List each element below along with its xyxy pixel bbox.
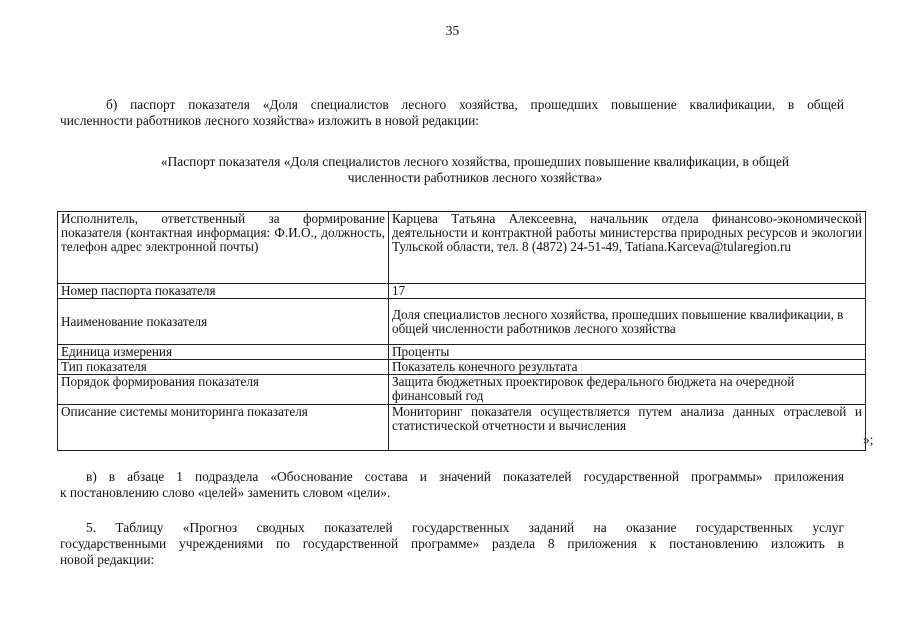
table-row xyxy=(58,345,866,360)
paragraph-b-line-2: численности работников лесного хозяйства» изложить в новой редакции: xyxy=(60,113,480,128)
passport-table xyxy=(57,211,866,451)
table-row xyxy=(58,299,866,345)
table-row xyxy=(58,360,866,375)
paragraph-b xyxy=(60,97,844,129)
table-cell-label: Единица измерения xyxy=(58,345,389,360)
table-row xyxy=(58,284,866,299)
table-cell-value: Проценты xyxy=(389,345,866,360)
paragraph-v-line-2: к постановлению слово «целей» заменить словом «цели». xyxy=(60,485,391,500)
paragraph-5 xyxy=(60,520,844,568)
table-cell-value: Показатель конечного результата xyxy=(389,360,866,375)
paragraph-v xyxy=(60,469,844,501)
table-cell-value: Мониторинг показателя осуществляется путем анализа данных отраслевой и статистической отчетности и вычисления xyxy=(389,405,866,451)
table-row xyxy=(58,405,866,451)
table-closing-quote: »; xyxy=(863,432,874,447)
paragraph-5-line-1: 5. Таблицу «Прогноз сводных показателей государственных заданий на оказание государственных услуг xyxy=(86,520,844,535)
table-row xyxy=(58,212,866,284)
table-cell-label: Исполнитель, ответственный за формирование показателя (контактная информация: Ф.И.О., должность, телефон адрес электронной почты) xyxy=(58,212,389,284)
table-cell-label: Номер паспорта показателя xyxy=(58,284,389,299)
paragraph-b-line-1: б) паспорт показателя «Доля специалистов лесного хозяйства, прошедших повышение квалификации, в общей xyxy=(106,97,844,112)
paragraph-v-line-1: в) в абзаце 1 подраздела «Обоснование состава и значений показателей государственной программы» приложения xyxy=(86,469,844,484)
table-cell-label: Тип показателя xyxy=(58,360,389,375)
table-cell-value: 17 xyxy=(389,284,866,299)
table-cell-label: Порядок формирования показателя xyxy=(58,375,389,405)
passport-heading-line-1: «Паспорт показателя «Доля специалистов лесного хозяйства, прошедших повышение квалификации, в общей xyxy=(160,154,790,169)
table-cell-label: Наименование показателя xyxy=(58,299,389,345)
page-number: 35 xyxy=(445,23,460,38)
paragraph-5-line-3: новой редакции: xyxy=(60,552,155,567)
paragraph-5-line-2: государственными учреждениями по государственной программе» раздела 8 приложения к постановлению изложить в xyxy=(60,536,844,551)
table-cell-value: Доля специалистов лесного хозяйства, прошедших повышение квалификации, в общей численности работников лесного хозяйства xyxy=(389,299,866,345)
table-cell-value: Карцева Татьяна Алексеевна, начальник отдела финансово-экономической деятельности и контрактной работы министерства природных ресурсов и экологии Тульской области, тел. 8 (4872) 24-51-49, Tatiana.Karceva@tularegion.ru xyxy=(389,212,866,284)
passport-heading-line-2: численности работников лесного хозяйства» xyxy=(347,170,603,185)
table-cell-label: Описание системы мониторинга показателя xyxy=(58,405,389,451)
table-cell-value: Защита бюджетных проектировок федерального бюджета на очередной финансовый год xyxy=(389,375,866,405)
passport-heading xyxy=(110,154,840,186)
table-row xyxy=(58,375,866,405)
